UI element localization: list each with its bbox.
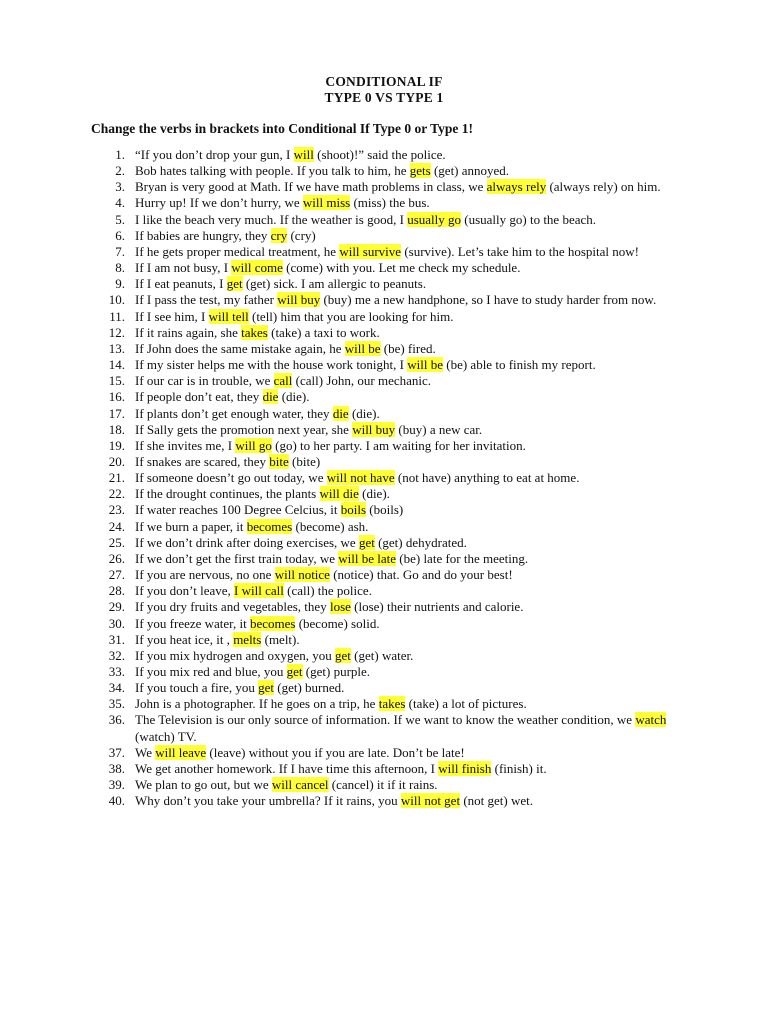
item-text-before: If I pass the test, my father (135, 292, 278, 308)
item-number: 17. (108, 405, 125, 421)
exercise-item (92, 373, 692, 389)
item-number: 12. (108, 324, 125, 340)
item-text-after: (take) a lot of pictures. (405, 696, 527, 712)
item-text-before: The Television is our only source of information. If we want to know the weather condition, we (135, 712, 636, 728)
item-text-before: If I see him, I (135, 308, 209, 324)
exercise-item (92, 341, 692, 357)
item-number: 24. (108, 518, 125, 534)
highlighted-answer: will buy (277, 292, 321, 308)
item-number: 20. (108, 453, 125, 469)
exercise-item (92, 793, 692, 809)
item-text-before: If snakes are scared, they (135, 453, 270, 469)
item-number: 4. (115, 195, 125, 211)
exercise-item (92, 632, 692, 648)
item-text-after: (get) sick. I am allergic to peanuts. (242, 276, 427, 292)
item-text-after: (tell) him that you are looking for him. (248, 308, 454, 324)
exercise-item (92, 228, 692, 244)
exercise-item (92, 583, 692, 599)
item-text-before: If it rains again, she (135, 324, 242, 340)
highlighted-answer: takes (241, 324, 268, 340)
exercise-item (92, 535, 692, 551)
item-text-after: (die). (358, 486, 390, 502)
highlighted-answer: get (358, 534, 375, 550)
item-text-before: If you heat ice, it , (135, 631, 234, 647)
exercise-item (92, 179, 692, 195)
item-text-after: (boils) (366, 502, 404, 518)
item-number: 19. (108, 437, 125, 453)
item-number: 32. (108, 647, 125, 663)
item-text-before: If she invites me, I (135, 437, 236, 453)
exercise-item (92, 712, 692, 744)
item-text-after: (leave) without you if you are late. Don’t be late! (206, 744, 465, 760)
highlighted-answer: bite (269, 453, 289, 469)
item-text-after: (become) ash. (292, 518, 369, 534)
item-number: 25. (108, 534, 125, 550)
item-text-before: If I am not busy, I (135, 260, 232, 276)
item-text-after: (miss) the bus. (350, 195, 430, 211)
item-text-after: (be) able to finish my report. (443, 357, 596, 373)
exercise-item (92, 664, 692, 680)
item-text-before: If you dry fruits and vegetables, they (135, 599, 330, 615)
exercise-item (92, 309, 692, 325)
item-text-after: (take) a taxi to work. (267, 324, 380, 340)
item-number: 23. (108, 502, 125, 518)
exercise-item (92, 244, 692, 260)
highlighted-answer: boils (340, 502, 367, 518)
item-text-before: If Sally gets the promotion next year, she (135, 421, 353, 437)
highlighted-answer: will die (319, 486, 359, 502)
item-text-after: (die). (348, 405, 380, 421)
item-text-after: (go) to her party. I am waiting for her invitation. (271, 437, 526, 453)
item-number: 14. (108, 357, 125, 373)
title-line-2: TYPE 0 VS TYPE 1 (324, 90, 444, 105)
item-text-after: (be) fired. (380, 340, 436, 356)
exercise-item (92, 502, 692, 518)
exercise-item (92, 567, 692, 583)
highlighted-answer: call (273, 373, 293, 389)
exercise-item (92, 438, 692, 454)
highlighted-answer: will come (231, 260, 283, 276)
item-number: 31. (108, 631, 125, 647)
item-text-after: (get) burned. (274, 680, 345, 696)
exercise-item (92, 357, 692, 373)
exercise-item (92, 260, 692, 276)
exercise-item (92, 292, 692, 308)
exercise-item (92, 519, 692, 535)
highlighted-answer: will leave (155, 744, 207, 760)
item-number: 13. (108, 340, 125, 356)
item-text-before: Hurry up! If we don’t hurry, we (135, 195, 303, 211)
item-number: 37. (108, 744, 125, 760)
item-text-before: Why don’t you take your umbrella? If it rains, you (135, 793, 401, 809)
exercise-item (92, 147, 692, 163)
item-text-before: If our car is in trouble, we (135, 373, 274, 389)
exercise-item (92, 616, 692, 632)
exercise-item (92, 551, 692, 567)
item-number: 39. (108, 777, 125, 793)
item-text-after: (get) purple. (302, 664, 371, 679)
exercise-list (92, 147, 692, 809)
exercise-item (92, 486, 692, 502)
item-text-before: If we don’t drink after doing exercises, we (135, 534, 359, 550)
item-number: 38. (108, 760, 125, 776)
item-text-before: If the drought continues, the plants (135, 486, 320, 502)
item-text-after: (get) dehydrated. (374, 534, 467, 550)
item-text-before: “If you don’t drop your gun, I (135, 147, 294, 162)
highlighted-answer: will go (235, 437, 272, 453)
highlighted-answer: will be (407, 357, 443, 373)
item-text-before: If plants don’t get enough water, they (135, 405, 333, 421)
highlighted-answer: becomes (246, 518, 293, 534)
item-text-before: If we don’t get the first train today, we (135, 550, 339, 566)
item-text-after: (melt). (261, 631, 300, 647)
item-number: 9. (115, 276, 125, 292)
item-number: 22. (108, 486, 125, 502)
item-number: 40. (108, 793, 125, 809)
exercise-item (92, 276, 692, 292)
item-text-after: (finish) it. (491, 760, 547, 776)
exercise-item (92, 195, 692, 211)
item-text-after: (get) water. (350, 647, 414, 663)
item-text-after: (cancel) it if it rains. (328, 777, 438, 793)
item-text-after: (usually go) to the beach. (461, 211, 597, 227)
exercise-item (92, 745, 692, 761)
item-text-before: If you don’t leave, (135, 583, 235, 599)
highlighted-answer: die (332, 405, 349, 421)
item-number: 8. (115, 260, 125, 276)
item-number: 11. (109, 308, 125, 324)
item-number: 36. (108, 712, 125, 728)
exercise-item (92, 761, 692, 777)
highlighted-answer: lose (329, 599, 351, 615)
item-number: 35. (108, 696, 125, 712)
exercise-item (92, 470, 692, 486)
item-number: 26. (108, 550, 125, 566)
item-text-before: If you mix red and blue, you (135, 664, 287, 679)
exercise-item (92, 422, 692, 438)
item-text-after: (always rely) on him. (546, 179, 661, 195)
highlighted-answer: gets (409, 163, 431, 179)
exercise-item (92, 454, 692, 470)
item-text-before: If babies are hungry, they (135, 227, 271, 243)
item-text-before: If I eat peanuts, I (135, 276, 227, 292)
title-line-1: CONDITIONAL IF (325, 74, 443, 89)
item-text-after: (bite) (288, 453, 321, 469)
highlighted-answer: takes (378, 696, 406, 712)
item-text-after: (come) with you. Let me check my schedule. (282, 260, 521, 276)
item-number: 34. (108, 680, 125, 696)
exercise-item (92, 648, 692, 664)
exercise-item (92, 680, 692, 696)
item-number: 21. (108, 470, 125, 486)
item-text-before: If water reaches 100 Degree Celcius, it (135, 502, 341, 518)
item-text-before: If someone doesn’t go out today, we (135, 470, 327, 486)
item-text-after: (not have) anything to eat at home. (394, 470, 580, 486)
item-text-before: If you mix hydrogen and oxygen, you (135, 647, 336, 663)
item-text-after: (buy) a new car. (395, 421, 483, 437)
highlighted-answer: get (335, 647, 351, 663)
item-number: 1. (115, 147, 125, 162)
item-text-before: Bob hates talking with people. If you talk to him, he (135, 163, 410, 179)
highlighted-answer: will buy (352, 421, 396, 437)
exercise-item (92, 406, 692, 422)
item-text-before: If you touch a fire, you (135, 680, 259, 696)
highlighted-answer: will tell (208, 308, 249, 324)
item-number: 29. (108, 599, 125, 615)
item-text-before: John is a photographer. If he goes on a trip, he (135, 696, 379, 712)
highlighted-answer: cry (270, 227, 288, 243)
highlighted-answer: will not get (400, 793, 461, 809)
highlighted-answer: melts (233, 631, 262, 647)
item-number: 33. (108, 664, 125, 679)
item-text-before: We (135, 744, 156, 760)
highlighted-answer: get (226, 276, 243, 292)
highlighted-answer: will miss (302, 195, 351, 211)
highlighted-answer: get (258, 680, 274, 696)
item-text-after: (be) late for the meeting. (396, 550, 529, 566)
exercise-item (92, 325, 692, 341)
exercise-item (92, 163, 692, 179)
item-text-before: If you freeze water, it (135, 615, 250, 631)
item-text-after: (buy) me a new handphone, so I have to study harder from now. (320, 292, 657, 308)
item-text-after: (cry) (287, 227, 316, 243)
highlighted-answer: will finish (438, 760, 492, 776)
item-text-after: (survive). Let’s take him to the hospital now! (401, 243, 639, 259)
item-text-before: If we burn a paper, it (135, 518, 247, 534)
item-number: 2. (115, 163, 125, 179)
exercise-item (92, 389, 692, 405)
item-text-before: If he gets proper medical treatment, he (135, 243, 340, 259)
item-text-before: If my sister helps me with the house work tonight, I (135, 357, 408, 373)
exercise-item (92, 777, 692, 793)
item-number: 15. (108, 373, 125, 389)
item-text-before: We get another homework. If I have time this afternoon, I (135, 760, 439, 776)
item-text-after: (call) the police. (283, 583, 372, 599)
highlighted-answer: will cancel (271, 777, 329, 793)
item-number: 30. (108, 615, 125, 631)
item-text-after: (lose) their nutrients and calorie. (350, 599, 524, 615)
highlighted-answer: will (293, 147, 314, 162)
exercise-item (92, 599, 692, 615)
exercise-item (92, 696, 692, 712)
item-text-after: (watch) TV. (135, 728, 197, 744)
highlighted-answer: becomes (249, 615, 296, 631)
item-number: 28. (108, 583, 125, 599)
highlighted-answer: will survive (339, 243, 402, 259)
item-text-before: If you are nervous, no one (135, 567, 275, 583)
item-text-after: (shoot)!” said the police. (313, 147, 446, 162)
highlighted-answer: die (262, 389, 279, 405)
instruction-text: Change the verbs in brackets into Conditional If Type 0 or Type 1! (91, 121, 474, 136)
item-text-before: Bryan is very good at Math. If we have math problems in class, we (135, 179, 487, 195)
item-number: 16. (108, 389, 125, 405)
item-number: 27. (108, 567, 125, 583)
highlighted-answer: will not have (326, 470, 395, 486)
highlighted-answer: always rely (486, 179, 547, 195)
highlighted-answer: will be late (338, 550, 397, 566)
item-number: 18. (108, 421, 125, 437)
item-text-before: I like the beach very much. If the weather is good, I (135, 211, 408, 227)
item-number: 10. (108, 292, 125, 308)
item-text-after: (call) John, our mechanic. (292, 373, 432, 389)
highlighted-answer: usually go (407, 211, 461, 227)
item-text-before: If John does the same mistake again, he (135, 340, 345, 356)
item-text-before: We plan to go out, but we (135, 777, 272, 793)
highlighted-answer: I will call (234, 583, 284, 599)
highlighted-answer: watch (635, 712, 667, 728)
exercise-item (92, 212, 692, 228)
item-text-after: (die). (278, 389, 310, 405)
item-text-before: If people don’t eat, they (135, 389, 263, 405)
item-text-after: (notice) that. Go and do your best! (329, 567, 513, 583)
highlighted-answer: will notice (274, 567, 330, 583)
item-text-after: (become) solid. (295, 615, 380, 631)
highlighted-answer: get (286, 664, 303, 679)
item-text-after: (not get) wet. (460, 793, 533, 809)
item-number: 3. (115, 179, 125, 195)
item-number: 6. (115, 227, 125, 243)
highlighted-answer: will be (344, 340, 381, 356)
item-number: 5. (115, 211, 125, 227)
item-text-after: (get) annoyed. (430, 163, 510, 179)
item-number: 7. (115, 243, 125, 259)
